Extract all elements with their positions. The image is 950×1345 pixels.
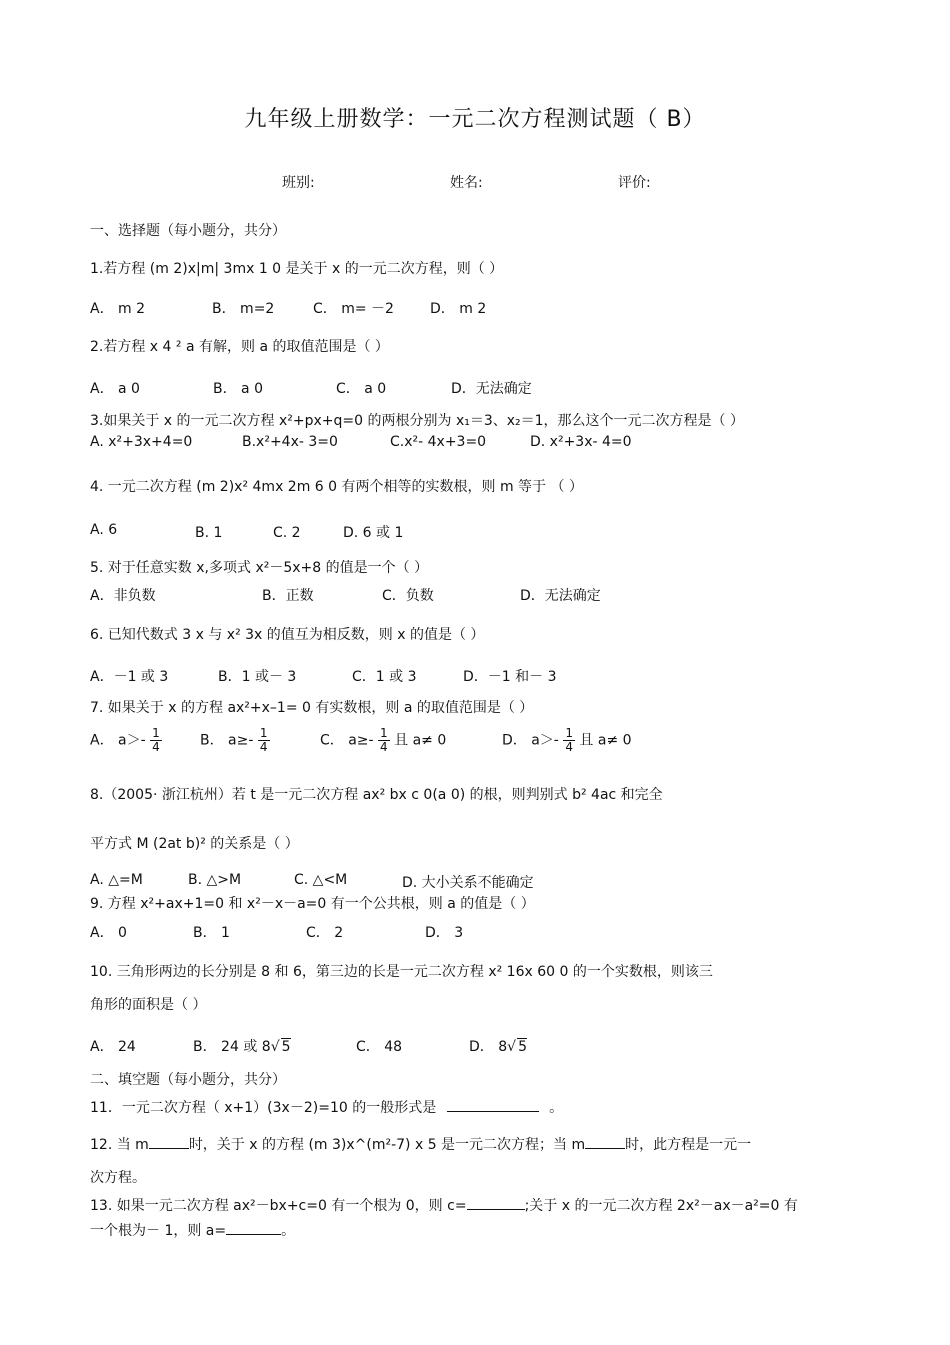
q10-option-d-label: D． 8 [469, 1039, 508, 1055]
q9-option-c: C． 2 [306, 925, 344, 941]
class-label: 班别: [282, 175, 315, 191]
q7-option-d [502, 727, 632, 754]
question-9: 9. 方程 x²+ax+1=0 和 x²－x－a=0 有一个公共根，则 a 的值是（ ） [90, 896, 535, 912]
q7-option-a [90, 727, 162, 754]
sqrt-sign: √ [270, 1039, 280, 1055]
answer-blank[interactable] [447, 1097, 539, 1112]
q7-option-c-label: C． a≥- [320, 732, 374, 749]
q6-option-b: B．1 或－ 3 [218, 669, 297, 685]
answer-blank[interactable] [467, 1195, 525, 1210]
question-12-line-2: 次方程。 [90, 1170, 146, 1186]
question-3: 3.如果关于 x 的一元二次方程 x²+px+q=0 的两根分别为 x₁＝3、x₂＝1，那么这个一元二次方程是（ ） [90, 413, 745, 429]
page-title: 九年级上册数学：一元二次方程测试题（ B） [244, 107, 706, 132]
question-5: 5. 对于任意实数 x,多项式 x²－5x+8 的值是一个（ ） [90, 560, 429, 576]
q1-option-a: A． m 2 [90, 301, 146, 317]
q6-option-a: A．－1 或 3 [90, 669, 169, 685]
q5-option-c: C．负数 [382, 588, 434, 604]
fraction [150, 727, 162, 754]
q3-option-a: A. x²+3x+4=0 [90, 434, 193, 450]
fraction-numerator: 1 [380, 726, 388, 740]
q1-option-d: D． m 2 [430, 301, 487, 317]
fraction-denominator: 4 [152, 740, 160, 754]
q13-text-3: 一个根为－ 1，则 a= [90, 1223, 227, 1239]
fraction-numerator: 1 [259, 726, 268, 740]
q10-option-b [193, 1036, 291, 1056]
q2-option-b: B． a 0 [213, 381, 263, 397]
q3-option-d: D. x²+3x- 4=0 [530, 434, 632, 450]
question-8-line-1: 8.（2005· 浙江杭州）若 t 是一元二次方程 ax² bx c 0(a 0) 的根，则判别式 b² 4ac 和完全 [90, 787, 663, 803]
q10-option-a: A． 24 [90, 1039, 136, 1055]
answer-blank[interactable] [149, 1134, 189, 1149]
q7-option-c [320, 727, 446, 754]
q13-text-2: ;关于 x 的一元二次方程 2x²－ax－a²=0 有 [524, 1198, 798, 1214]
q9-option-d: D． 3 [425, 925, 464, 941]
fraction-numerator: 1 [152, 726, 160, 740]
fraction [378, 727, 390, 754]
q10-option-c: C． 48 [356, 1039, 403, 1055]
question-10-line-2: 角形的面积是（ ） [90, 997, 207, 1013]
q4-option-c: C. 2 [273, 525, 301, 541]
q7-option-b [200, 727, 270, 754]
question-2: 2.若方程 x 4 ² a 有解，则 a 的取值范围是（ ） [90, 339, 389, 355]
q12-text-2: 时，关于 x 的方程 (m 3)x^(m²-7) x 5 是一元二次方程；当 m [188, 1137, 586, 1153]
q7-option-a-label: A． a＞- [90, 732, 146, 749]
q8-option-c: C. △<M [294, 872, 348, 888]
question-7: 7. 如果关于 x 的方程 ax²+x–1= 0 有实数根，则 a 的取值范围是（ ） [90, 700, 534, 716]
q12-text-3: 时，此方程是一元一 [625, 1137, 752, 1153]
q2-option-d: D．无法确定 [451, 381, 532, 397]
q8-option-b: B. △>M [188, 872, 242, 888]
question-13 [90, 1195, 798, 1215]
q2-option-c: C． a 0 [336, 381, 387, 397]
name-label: 姓名: [450, 175, 483, 191]
q5-option-a: A．非负数 [90, 588, 156, 604]
fraction [563, 727, 575, 754]
q3-option-b: B.x²+4x- 3=0 [242, 434, 338, 450]
fraction-denominator: 4 [565, 740, 573, 754]
q5-option-b: B．正数 [262, 588, 314, 604]
q7-option-c-suffix: 且 a≠ 0 [394, 732, 447, 749]
question-11 [90, 1097, 563, 1117]
q7-option-b-label: B． a≥- [200, 732, 254, 749]
q13-text-4: 。 [281, 1223, 296, 1239]
sqrt-radicand: 5 [281, 1039, 291, 1055]
sqrt-radicand: 5 [518, 1039, 527, 1055]
question-10-line-1: 10. 三角形两边的长分别是 8 和 6，第三边的长是一元二次方程 x² 16x 60 0 的一个实数根，则该三 [90, 964, 713, 980]
question-13-line-2 [90, 1220, 295, 1240]
question-4: 4. 一元二次方程 (m 2)x² 4mx 2m 6 0 有两个相等的实数根，则 m 等于 （ ） [90, 479, 583, 495]
q8-option-d: D. 大小关系不能确定 [402, 875, 534, 891]
fraction-denominator: 4 [380, 740, 388, 754]
q10-option-d [469, 1036, 527, 1056]
q13-text-1: 13. 如果一元二次方程 ax²－bx+c=0 有一个根为 0，则 c= [90, 1198, 467, 1214]
q4-option-b: B. 1 [195, 525, 223, 541]
q6-option-d: D．－1 和－ 3 [463, 669, 557, 685]
q8-option-a: A. △=M [90, 872, 143, 888]
q9-option-a: A． 0 [90, 925, 127, 941]
question-6: 6. 已知代数式 3 x 与 x² 3x 的值互为相反数，则 x 的值是（ ） [90, 627, 485, 643]
q10-option-b-label: B． 24 或 8 [193, 1039, 271, 1055]
fraction-numerator: 1 [565, 726, 573, 740]
q11-text: 11．一元二次方程（ x+1）(3x－2)=10 的一般形式是 [90, 1100, 437, 1116]
question-12 [90, 1134, 751, 1154]
q7-option-d-suffix: 且 a≠ 0 [579, 732, 632, 749]
section-title-choice: 一、选择题（每小题分，共分） [90, 223, 286, 239]
section-title-fill: 二、填空题（每小题分，共分） [90, 1072, 286, 1088]
q5-option-d: D．无法确定 [520, 588, 601, 604]
q11-end: 。 [549, 1100, 564, 1116]
answer-blank[interactable] [585, 1134, 625, 1149]
q2-option-a: A． a 0 [90, 381, 140, 397]
answer-blank[interactable] [226, 1220, 281, 1235]
fraction-denominator: 4 [259, 740, 268, 754]
grade-label: 评价: [618, 175, 651, 191]
fraction [258, 727, 270, 754]
q9-option-b: B． 1 [193, 925, 230, 941]
q12-text-1: 12. 当 m [90, 1137, 149, 1153]
q3-option-c: C.x²- 4x+3=0 [390, 434, 487, 450]
q1-option-b: B． m=2 [212, 301, 275, 317]
q1-option-c: C． m= －2 [313, 301, 394, 317]
question-8-line-2: 平方式 M (2at b)² 的关系是（ ） [90, 836, 299, 852]
sqrt-sign: √ [507, 1039, 517, 1055]
q4-option-a: A. 6 [90, 522, 118, 538]
q7-option-d-label: D． a＞- [502, 732, 559, 749]
question-1: 1.若方程 (m 2)x|m| 3mx 1 0 是关于 x 的一元二次方程，则（ ） [90, 261, 504, 277]
q4-option-d: D. 6 或 1 [343, 525, 404, 541]
q6-option-c: C．1 或 3 [352, 669, 417, 685]
